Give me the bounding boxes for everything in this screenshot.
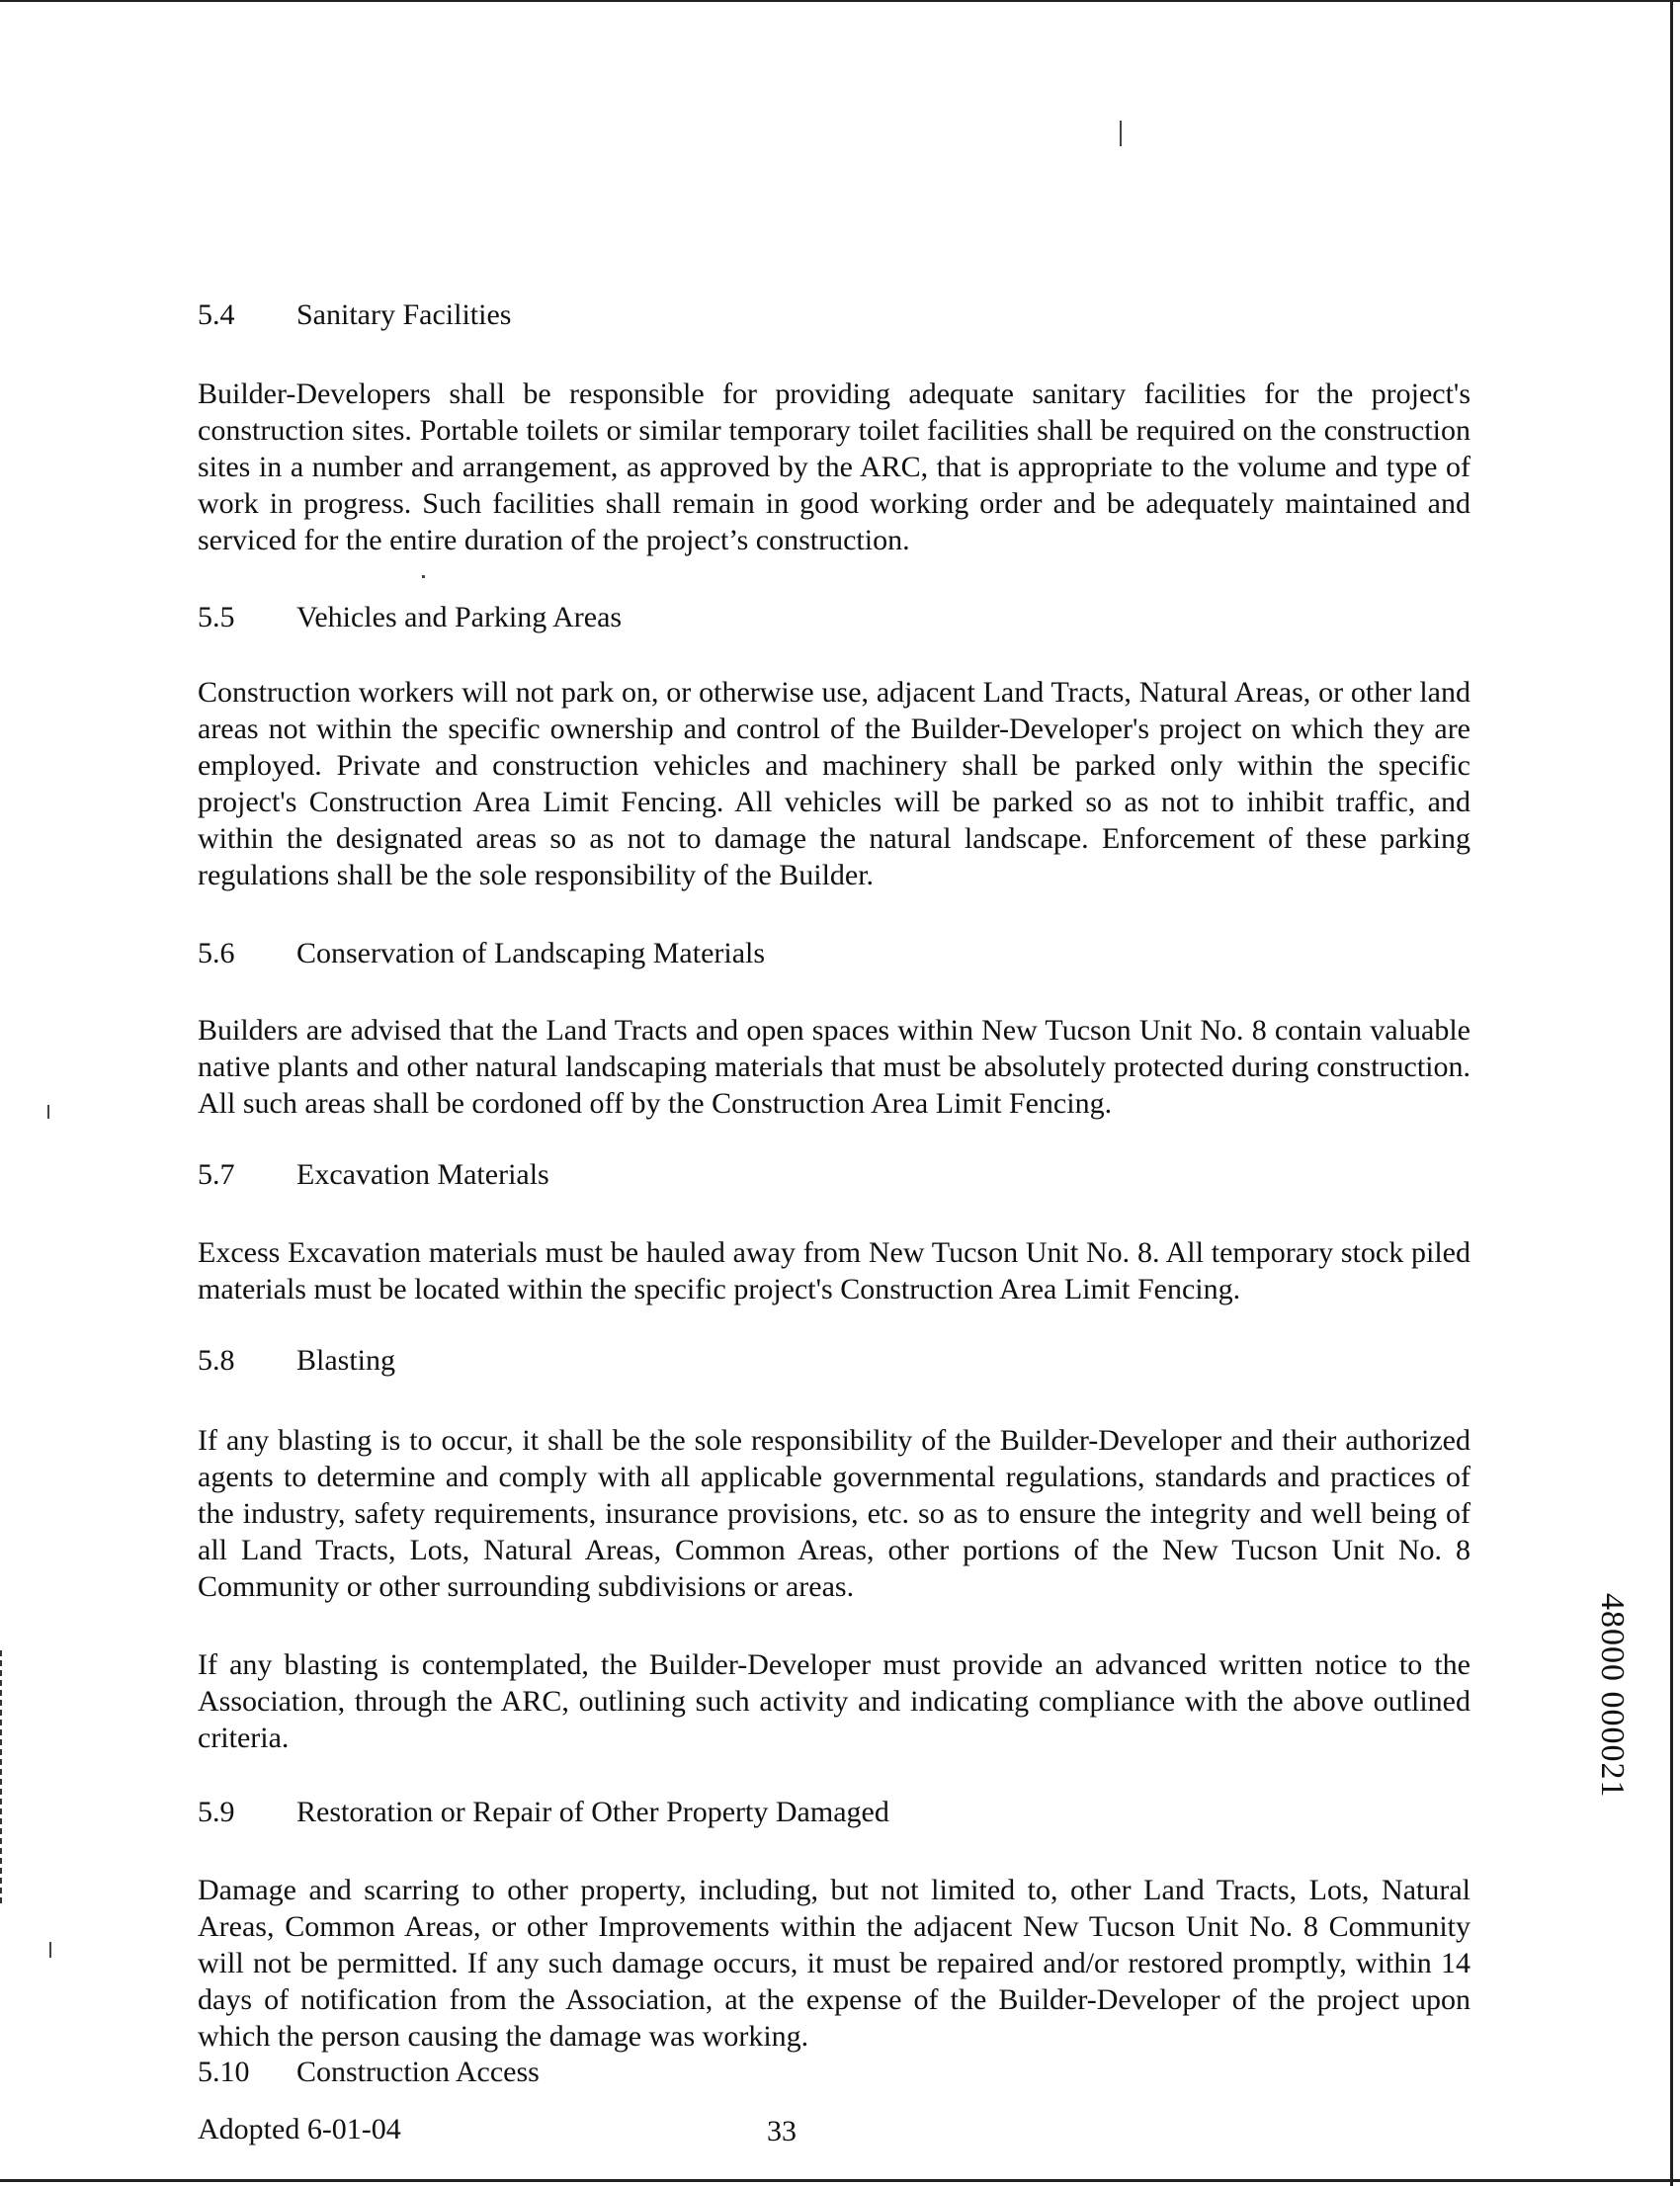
scan-edge-left — [0, 1650, 2, 1907]
section-title: Conservation of Landscaping Materials — [296, 937, 766, 969]
section-title: Sanitary Facilities — [296, 298, 512, 331]
section-heading — [198, 601, 622, 634]
section-heading — [198, 1158, 549, 1192]
section-title: Blasting — [296, 1344, 396, 1377]
section-title: Restoration or Repair of Other Property Damaged — [296, 1796, 889, 1828]
section-heading — [198, 1796, 889, 1829]
section-number: 5.5 — [198, 601, 235, 633]
section-paragraph: Damage and scarring to other property, including, but not limited to, other Land Tracts, Lots, Natural Areas, Common Areas, or other Improvements within the adjacent New Tucson Unit No. 8 Community will not be permitted. If any such damage occurs, it must be repaired and/or restored promptly, within 14 days of notification from the Association, at the expense of the Builder-Developer of the project upon which the person causing the damage was working. — [198, 1874, 1470, 2053]
page-border-right — [1670, 0, 1673, 2186]
section-paragraph: Builders are advised that the Land Tracts and open spaces within New Tucson Unit No. 8 contain valuable native plants and other natural landscaping materials that must be absolutely protected during construction. All such areas shall be cordoned off by the Construction Area Limit Fencing. — [198, 1014, 1470, 1120]
section-heading — [198, 937, 765, 970]
scan-speck — [422, 575, 425, 578]
section-paragraph: Builder-Developers shall be responsible for providing adequate sanitary facilities for the project's construction sites. Portable toilets or similar temporary toilet facilities shall be required on the construction sites in a number and arrangement, as approved by the ARC, that is appropriate to the volume and type of work in progress. Such facilities shall remain in good working order and be adequately maintained and serviced for the entire duration of the project’s construction. — [198, 378, 1470, 556]
section-heading — [198, 2056, 540, 2089]
section-number: 5.4 — [198, 298, 235, 331]
section-number: 5.8 — [198, 1344, 235, 1377]
section-number: 5.6 — [198, 937, 235, 969]
page-border-bottom — [0, 2179, 1680, 2182]
scan-speck — [1120, 121, 1122, 146]
section-title: Excavation Materials — [296, 1158, 549, 1191]
section-title: Construction Access — [296, 2056, 540, 2088]
page-number: 33 — [767, 2115, 797, 2147]
section-number: 5.10 — [198, 2056, 250, 2088]
section-title: Vehicles and Parking Areas — [296, 601, 623, 633]
section-paragraph: If any blasting is contemplated, the Builder-Developer must provide an advanced written notice to the Association, through the ARC, outlining such activity and indicating compliance with the above outlined criteria. — [198, 1648, 1470, 1754]
section-heading — [198, 1344, 395, 1378]
scan-speck — [49, 1942, 51, 1958]
section-number: 5.7 — [198, 1158, 235, 1191]
section-paragraph: Excess Excavation materials must be hauled away from New Tucson Unit No. 8. All temporary stock piled materials must be located within the specific project's Construction Area Limit Fencing. — [198, 1236, 1470, 1305]
section-number: 5.9 — [198, 1796, 235, 1828]
section-paragraph: Construction workers will not park on, or otherwise use, adjacent Land Tracts, Natural Areas, or other land areas not within the specific ownership and control of the Builder-Developer's project on which they are employed. Private and construction vehicles and machinery shall be parked only within the specific project's Construction Area Limit Fencing. All vehicles will be parked so as not to inhibit traffic, and within the designated areas so as not to damage the natural landscape. Enforcement of these parking regulations shall be the sole responsibility of the Builder. — [198, 676, 1470, 891]
page-border-top — [0, 0, 1680, 2]
section-paragraph: If any blasting is to occur, it shall be the sole responsibility of the Builder-Developer and their authorized agents to determine and comply with all applicable governmental regulations, standards and practices of the industry, safety requirements, insurance provisions, etc. so as to ensure the integrity and well being of all Land Tracts, Lots, Natural Areas, Common Areas, other portions of the New Tucson Unit No. 8 Community or other surrounding subdivisions or areas. — [198, 1424, 1470, 1603]
section-heading — [198, 298, 511, 332]
scan-speck — [47, 1105, 49, 1119]
adopted-date: Adopted 6-01-04 — [198, 2113, 401, 2145]
side-stamp: 48000 000021 — [1594, 1593, 1631, 1799]
